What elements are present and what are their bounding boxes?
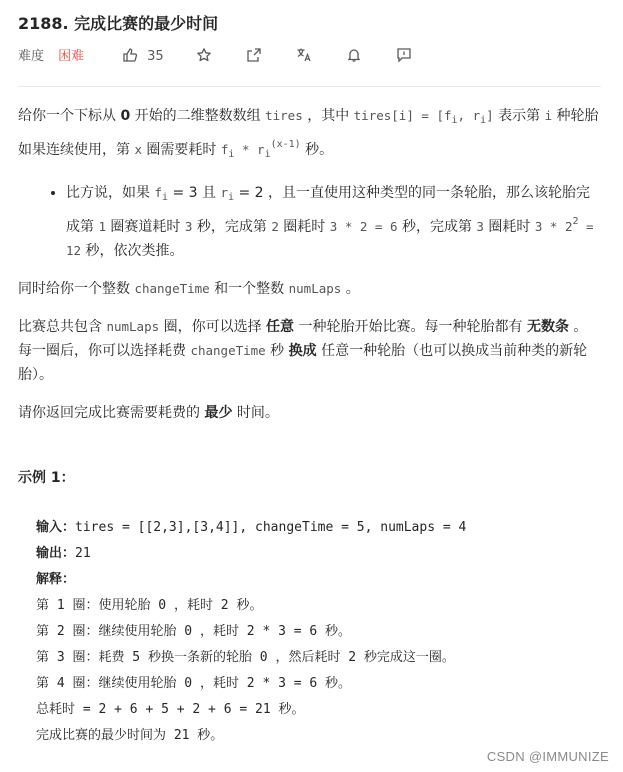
- example-line: 第 3 圈：耗费 5 秒换一条新的轮胎 0 ，然后耗时 2 秒完成这一圈。: [36, 650, 455, 665]
- favorite-button[interactable]: [196, 46, 212, 68]
- example-input: 输入：tires = [[2,3],[3,4]], changeTime = 5, numLaps = 4: [36, 520, 467, 535]
- subscribe-button[interactable]: [346, 46, 362, 68]
- description-paragraph-3: 比赛总共包含 numLaps 圈，你可以选择 任意 一种轮胎开始比赛。每一种轮胎都有 无数条 。每一圈后，你可以选择耗费 changeTime 秒 换成 任意一种轮胎（也可以换成当前种类的新轮胎）。: [18, 319, 588, 383]
- example-line: 第 2 圈：继续使用轮胎 0 ，耗时 2 * 3 = 6 秒。: [36, 624, 352, 639]
- example-title: 示例 1：: [18, 470, 75, 486]
- like-count: 35: [147, 49, 164, 64]
- example-line: 第 1 圈：使用轮胎 0 ，耗时 2 秒。: [36, 598, 263, 613]
- thumbs-up-icon: [122, 49, 142, 64]
- description-paragraph-1: 给你一个下标从 0 开始的二维整数数组 tires ，其中 tires[i] = [$f_i$, $r_i$] 表示第 i 种轮胎如果连续使用，第 x 圈需要耗时 $f_i * r_i^{(x-1)}$ 秒。: [18, 108, 599, 160]
- share-icon: [246, 49, 262, 64]
- example-output: 输出：21: [36, 546, 91, 561]
- difficulty-row: [18, 46, 84, 68]
- example-explain-label: 解释：: [36, 572, 76, 587]
- like-button[interactable]: [122, 46, 164, 68]
- translate-icon: [296, 49, 312, 64]
- share-button[interactable]: [246, 46, 262, 68]
- example-line: 第 4 圈：继续使用轮胎 0 ，耗时 2 * 3 = 6 秒。: [36, 676, 352, 691]
- bell-icon: [346, 49, 362, 64]
- star-icon: [196, 49, 212, 64]
- difficulty-badge: 困难: [58, 49, 85, 64]
- description-paragraph-4: 请你返回完成比赛需要耗费的 最少 时间。: [18, 405, 279, 421]
- header-divider: [18, 86, 601, 87]
- description-paragraph-2: 同时给你一个整数 changeTime 和一个整数 numLaps 。: [18, 281, 360, 297]
- example-line: 总耗时 = 2 + 6 + 5 + 2 + 6 = 21 秒。: [36, 702, 305, 717]
- watermark: CSDN @IMMUNIZE: [486, 749, 609, 764]
- difficulty-label: 难度: [18, 49, 45, 64]
- list-item: • 比方说，如果 $f_i = 3$ 且 $r_i = 2$ ，且一直使用这种类型的同一条轮胎，那么该轮胎完成第 1 圈赛道耗时 3 秒，完成第 2 圈耗时 3 * 2 = 6 秒，完成第 3 圈耗时 $3 * 2^2 = 12$ 秒，依次类推。: [66, 181, 601, 263]
- problem-title: 2188. 完成比赛的最少时间: [18, 14, 219, 33]
- problem-description: [18, 104, 601, 439]
- example-block: [36, 515, 596, 749]
- translate-button[interactable]: [296, 46, 312, 68]
- example-bullet-list: [18, 181, 601, 263]
- feedback-button[interactable]: [396, 46, 412, 68]
- feedback-icon: [396, 49, 412, 64]
- example-line: 完成比赛的最少时间为 21 秒。: [36, 728, 224, 743]
